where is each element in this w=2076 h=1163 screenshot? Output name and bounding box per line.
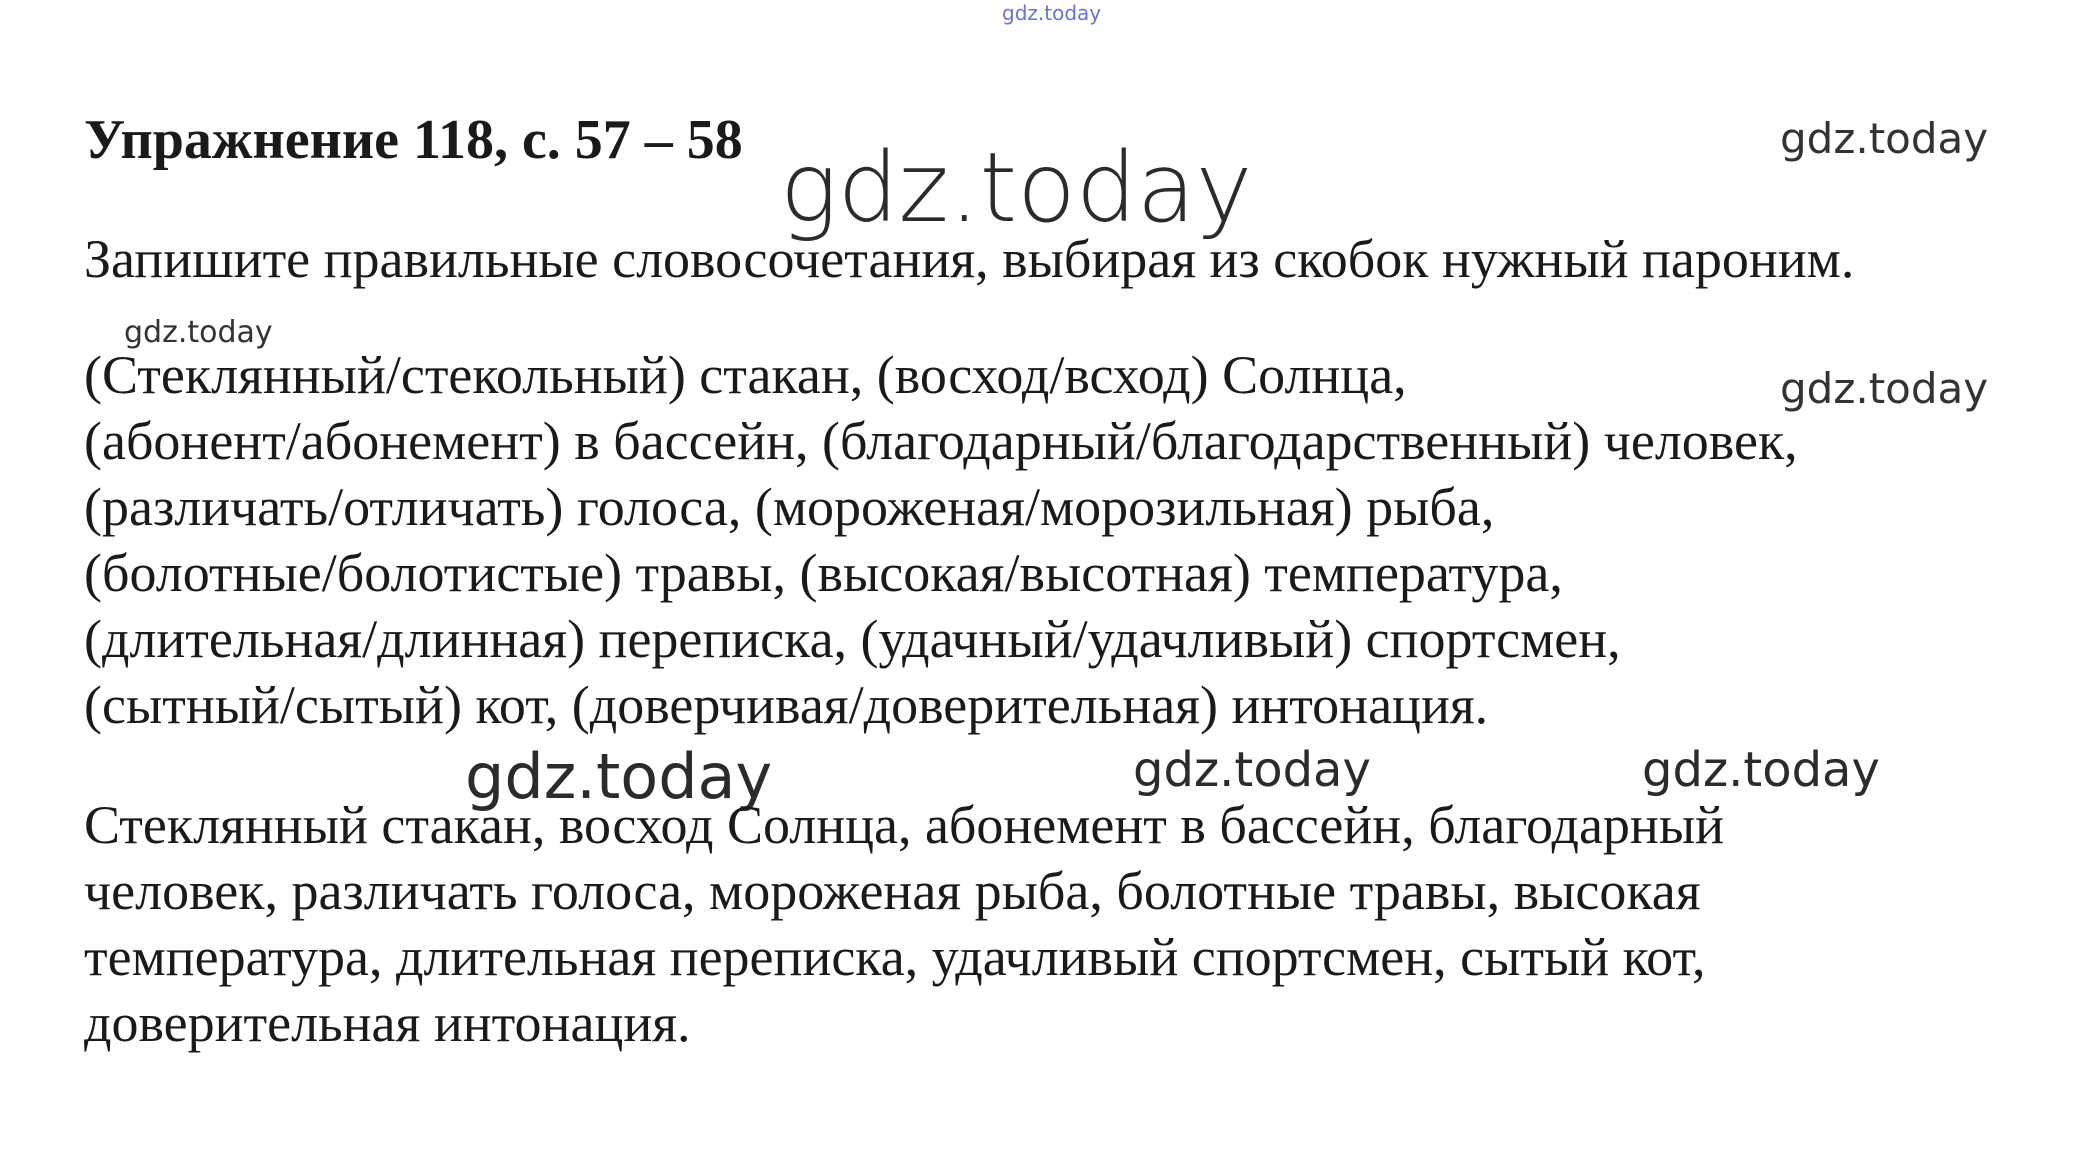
- task-line: (сытный/сытый) кот, (доверчивая/доверительная) интонация.: [84, 675, 1489, 735]
- task-text: [84, 342, 2044, 738]
- watermark-title-right: gdz.today: [1780, 114, 1989, 163]
- answer-line: температура, длительная переписка, удачливый спортсмен, сытый кот,: [84, 927, 1706, 987]
- watermark-answer-3: gdz.today: [1642, 742, 1880, 798]
- task-line: (Стеклянный/стекольный) стакан, (восход/всход) Солнца,: [84, 345, 1407, 405]
- task-line: (абонент/абонемент) в бассейн, (благодарный/благодарственный) человек,: [84, 411, 1798, 471]
- answer-text: [84, 792, 2044, 1056]
- watermark-title-big: gdz.today: [780, 132, 1253, 244]
- task-line: (болотные/болотистые) травы, (высокая/высотная) температура,: [84, 543, 1563, 603]
- watermark-mid-right: gdz.today: [1780, 364, 1989, 413]
- answer-line: человек, различать голоса, мороженая рыба, болотные травы, высокая: [84, 861, 1701, 921]
- task-line: (различать/отличать) голоса, (мороженая/морозильная) рыба,: [84, 477, 1495, 537]
- watermark-answer-1: gdz.today: [465, 740, 773, 813]
- exercise-title: Упражнение 118, с. 57 – 58: [84, 109, 743, 171]
- watermark-small-left: gdz.today: [124, 315, 273, 350]
- exercise-instruction: Запишите правильные словосочетания, выбирая из скобок нужный пароним.: [84, 229, 1855, 289]
- watermark-top: gdz.today: [1002, 1, 1102, 25]
- task-line: (длительная/длинная) переписка, (удачный/удачливый) спортсмен,: [84, 609, 1621, 669]
- watermark-answer-2: gdz.today: [1133, 742, 1371, 798]
- answer-line: Стеклянный стакан, восход Солнца, абонемент в бассейн, благодарный: [84, 795, 1725, 855]
- answer-line: доверительная интонация.: [84, 993, 691, 1053]
